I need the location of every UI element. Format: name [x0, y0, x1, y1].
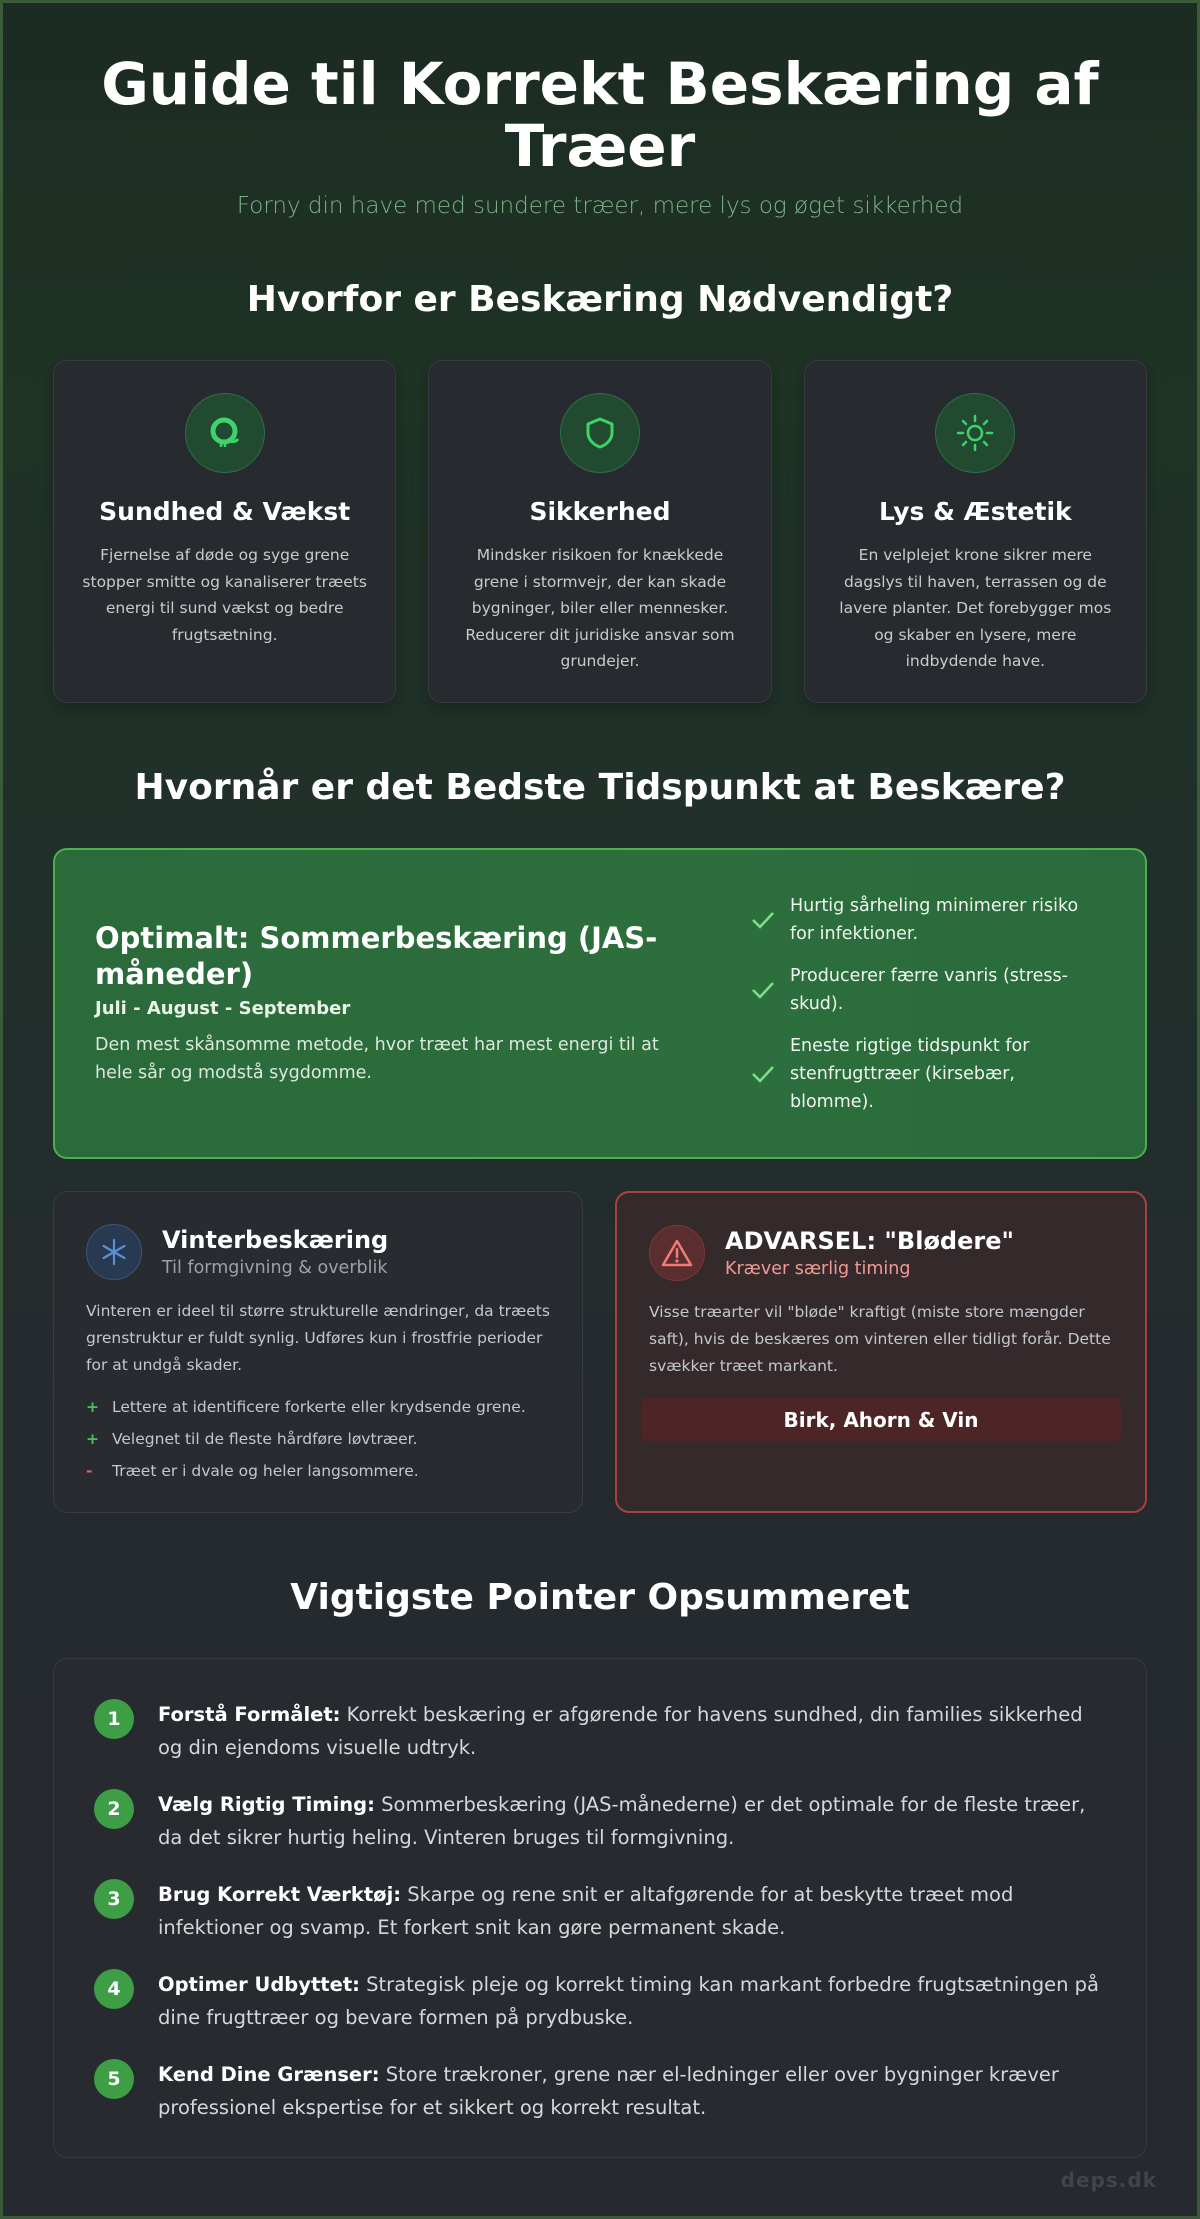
warning-species-box: Birk, Ahorn & Vin: [641, 1398, 1121, 1441]
summary-point: [94, 1699, 1106, 1764]
point-number: 2: [94, 1789, 134, 1829]
sun-icon: [935, 393, 1015, 473]
warning-title: ADVARSEL: "Blødere": [725, 1227, 1015, 1255]
warning-icon: [649, 1225, 705, 1281]
point-number: 3: [94, 1879, 134, 1919]
optimal-months: Juli - August - September: [95, 998, 351, 1019]
warning-card: [615, 1191, 1147, 1513]
warning-header: [649, 1225, 1113, 1281]
watermark: deps.dk: [1060, 2168, 1157, 2192]
card-health: [53, 360, 396, 703]
point-label: Kend Dine Grænser:: [158, 2063, 380, 2086]
warning-text: Visse træarter vil "bløde" kraftigt (miste store mængder saft), hvis de beskæres om vinteren eller tidligt forår. Dette svækker træet markant.: [649, 1303, 1111, 1375]
point-text: [158, 1969, 1106, 2034]
point-text: [158, 1789, 1106, 1854]
check-icon: [750, 910, 776, 930]
bullet-text: Træet er i dvale og heler langsommere.: [112, 1462, 419, 1480]
optimal-title: Optimalt: Sommerbeskæring (JAS-måneder): [95, 921, 658, 991]
point-number: 1: [94, 1699, 134, 1739]
optimal-timing-card: [53, 848, 1147, 1159]
winter-subtitle: Til formgivning & overblik: [162, 1258, 388, 1278]
snowflake-icon: [86, 1224, 142, 1280]
point-text: [158, 1699, 1106, 1764]
winter-heading: [162, 1226, 388, 1278]
card-light: [804, 360, 1147, 703]
list-item: [86, 1423, 550, 1455]
point-label: Forstå Formålet:: [158, 1703, 341, 1726]
plus-icon: +: [86, 1398, 99, 1416]
shield-icon: [560, 393, 640, 473]
point-label: Optimer Udbyttet:: [158, 1973, 360, 1996]
winter-title: Vinterbeskæring: [162, 1226, 389, 1254]
why-cards: [53, 360, 1147, 703]
card-title: Sundhed & Vækst: [99, 497, 351, 526]
winter-header: [86, 1224, 550, 1280]
point-body: Skarpe og rene snit er altafgørende for at beskytte træet mod infektioner og svamp. Et forkert snit kan gøre permanent skade.: [158, 1883, 1014, 1939]
bullet-text: Lettere at identificere forkerte eller krydsende grene.: [112, 1398, 526, 1416]
warning-subtitle: Kræver særlig timing: [725, 1259, 911, 1279]
why-section-title: Hvorfor er Beskæring Nødvendigt?: [246, 279, 954, 320]
point-body: Sommerbeskæring (JAS-månederne) er det optimale for de fleste træer, da det sikrer hurtig heling. Vinteren bruges til formgivning.: [158, 1793, 1086, 1849]
bullet-text: Velegnet til de fleste hårdføre løvtræer.: [112, 1430, 418, 1448]
check-text: Eneste rigtige tidspunkt for stenfrugttræer (kirsebær, blomme).: [790, 1035, 1030, 1112]
point-body: Store trækroner, grene nær el-ledninger eller over bygninger kræver professionel ekspertise for et sikkert og korrekt resultat.: [158, 2063, 1059, 2119]
card-text: En velplejet krone sikrer mere dagslys til haven, terrassen og de lavere planter. Det forebygger mos og skaber en lysere, mere indbydende have.: [839, 546, 1112, 670]
page-subtitle: Forny din have med sundere træer, mere lys og øget sikkerhed: [236, 193, 964, 219]
point-label: Vælg Rigtig Timing:: [158, 1793, 375, 1816]
warning-heading: [725, 1227, 1014, 1279]
card-title: Sikkerhed: [529, 497, 671, 526]
point-body: Strategisk pleje og korrekt timing kan markant forbedre frugtsætningen på dine frugttræer og bevare formen på prydbuske.: [158, 1973, 1099, 2029]
list-item: [86, 1391, 550, 1423]
summary-point: [94, 1789, 1106, 1854]
winter-text: Vinteren er ideel til større strukturelle ændringer, da træets grenstruktur er fuldt synlig. Udføres kun i frostfrie perioder for at undgå skader.: [86, 1302, 550, 1374]
summary-section-title: Vigtigste Pointer Opsummeret: [290, 1577, 910, 1618]
summary-point: [94, 1879, 1106, 1944]
card-text: Mindsker risikoen for knækkede grene i stormvejr, der kan skade bygninger, biler eller mennesker. Reducerer dit juridiske ansvar som grundejer.: [465, 546, 735, 670]
summary-point: [94, 1969, 1106, 2034]
point-number: 4: [94, 1969, 134, 2009]
point-label: Brug Korrekt Værktøj:: [158, 1883, 402, 1906]
point-number: 5: [94, 2059, 134, 2099]
check-text: Hurtig sårheling minimerer risiko for infektioner.: [790, 895, 1079, 944]
when-section-title: Hvornår er det Bedste Tidspunkt at Beskære?: [134, 767, 1066, 808]
check-icon: [750, 1064, 776, 1084]
point-text: [158, 2059, 1106, 2124]
optimal-description: Den mest skånsomme metode, hvor træet har mest energi til at hele sår og modstå sygdomme.: [95, 1035, 659, 1083]
summary-point: [94, 2059, 1106, 2124]
optimal-checklist: [750, 892, 1090, 1116]
point-text: [158, 1879, 1106, 1944]
header: [3, 3, 1197, 219]
apple-icon: [185, 393, 265, 473]
card-safety: [428, 360, 771, 703]
page-title: Guide til Korrekt Beskæring af Træer: [101, 50, 1099, 180]
plus-icon: +: [86, 1430, 99, 1448]
card-text: Fjernelse af døde og syge grene stopper smitte og kanaliserer træets energi til sund vækst og bedre frugtsætning.: [82, 546, 367, 644]
card-title: Lys & Æstetik: [878, 497, 1072, 526]
summary-card: [53, 1658, 1147, 2158]
winter-bullets: [86, 1391, 550, 1487]
timing-cards: [53, 1191, 1147, 1513]
check-item: [750, 962, 1090, 1018]
check-item: [750, 1032, 1090, 1116]
winter-card: [53, 1191, 583, 1513]
list-item: [86, 1455, 550, 1487]
point-body: Korrekt beskæring er afgørende for havens sundhed, din families sikkerhed og din ejendoms visuelle udtryk.: [158, 1703, 1083, 1759]
check-text: Producerer færre vanris (stress-skud).: [790, 965, 1068, 1014]
minus-icon: -: [86, 1462, 93, 1480]
optimal-info: [95, 920, 690, 1087]
check-icon: [750, 980, 776, 1000]
check-item: [750, 892, 1090, 948]
